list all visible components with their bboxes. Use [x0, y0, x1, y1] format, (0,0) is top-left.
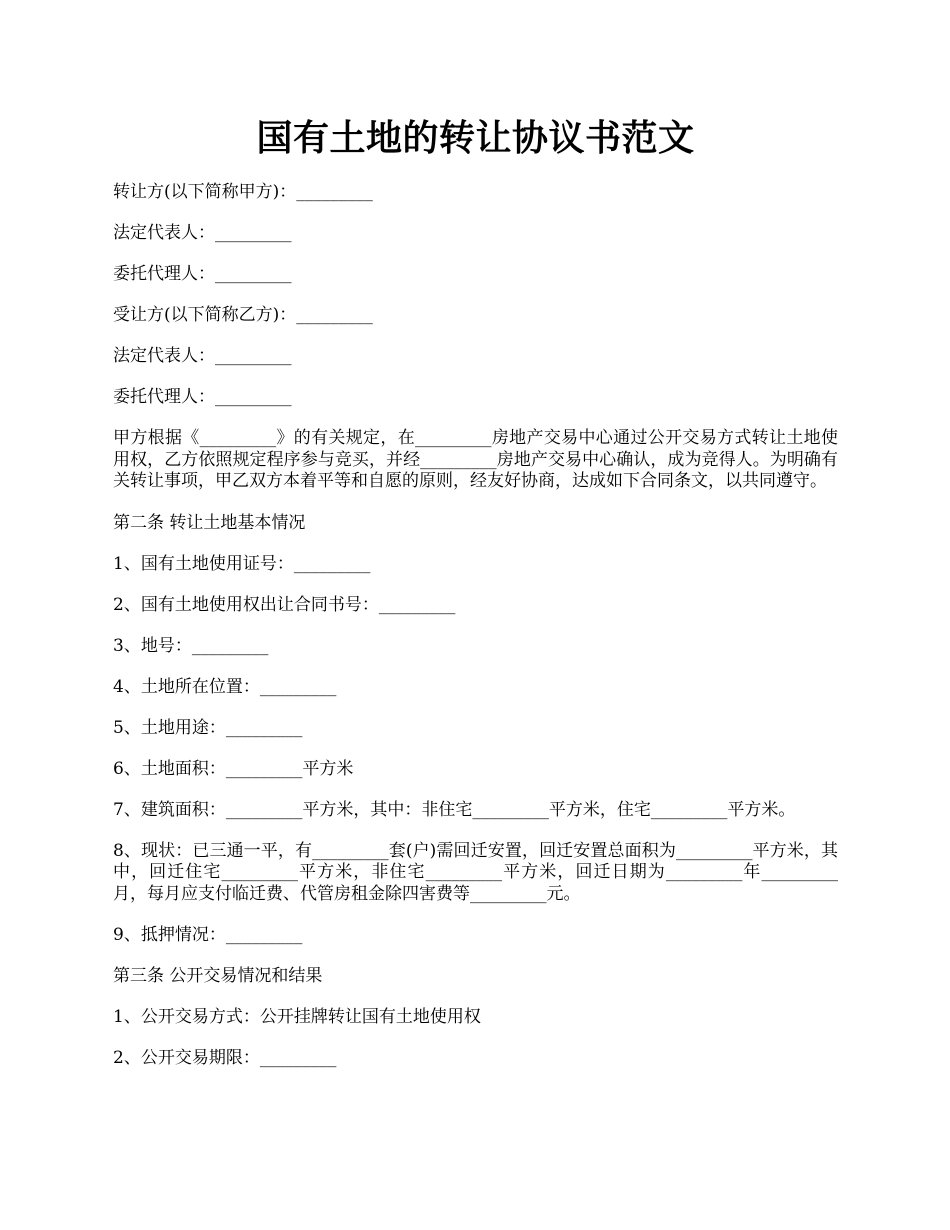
article-2-item-7: 7、建筑面积：_________平方米，其中：非住宅_________平方米，住宅_________平方米。 — [113, 799, 796, 820]
transferee-line: 受让方(以下简称乙方)：_________ — [113, 305, 373, 325]
article-2-item-6: 6、土地面积：_________平方米 — [113, 758, 354, 779]
transferor-agent-line: 委托代理人：_________ — [113, 264, 292, 284]
document-title: 国有土地的转让协议书范文 — [256, 117, 695, 159]
article-3-item-2: 2、公开交易期限：_________ — [113, 1048, 337, 1068]
intro-paragraph: 甲方根据《_________》的有关规定，在_________房地产交易中心通过公开交易方式转让土地使用权，乙方依照规定程序参与竞买，并经_________房地产交易中心确认，成为竞得人。为明确有关转让事项，甲乙双方本着平等和自愿的原则，经友好协商，达成如下合同条文，以共同遵守。 — [113, 428, 838, 491]
article-2-item-2: 2、国有土地使用权出让合同书号：_________ — [113, 594, 456, 615]
article-2-item-8: 8、现状：已三通一平，有_________套(户)需回迁安置，回迁安置总面积为_________平方米，其中，回迁住宅_________平方米，非住宅_________平方米，回迁日期为_________年_________月，每月应支付临迁费、代管房租金除四害费等_________元。 — [113, 840, 838, 904]
transferor-line: 转让方(以下简称甲方)：_________ — [113, 182, 373, 202]
transferee-legal-rep-line: 法定代表人：_________ — [113, 346, 292, 366]
article-2-heading: 第二条 转让土地基本情况 — [113, 512, 306, 533]
article-2-item-5: 5、土地用途：_________ — [113, 717, 303, 738]
article-2-item-1: 1、国有土地使用证号：_________ — [113, 553, 371, 574]
article-2-item-4: 4、土地所在位置：_________ — [113, 676, 337, 697]
transferee-agent-line: 委托代理人：_________ — [113, 387, 292, 407]
article-2-item-9: 9、抵押情况：_________ — [113, 925, 303, 945]
article-3-item-1: 1、公开交易方式：公开挂牌转让国有土地使用权 — [113, 1007, 481, 1027]
article-3-heading: 第三条 公开交易情况和结果 — [113, 966, 323, 986]
transferor-legal-rep-line: 法定代表人：_________ — [113, 223, 292, 243]
article-2-item-3: 3、地号：_________ — [113, 635, 269, 656]
